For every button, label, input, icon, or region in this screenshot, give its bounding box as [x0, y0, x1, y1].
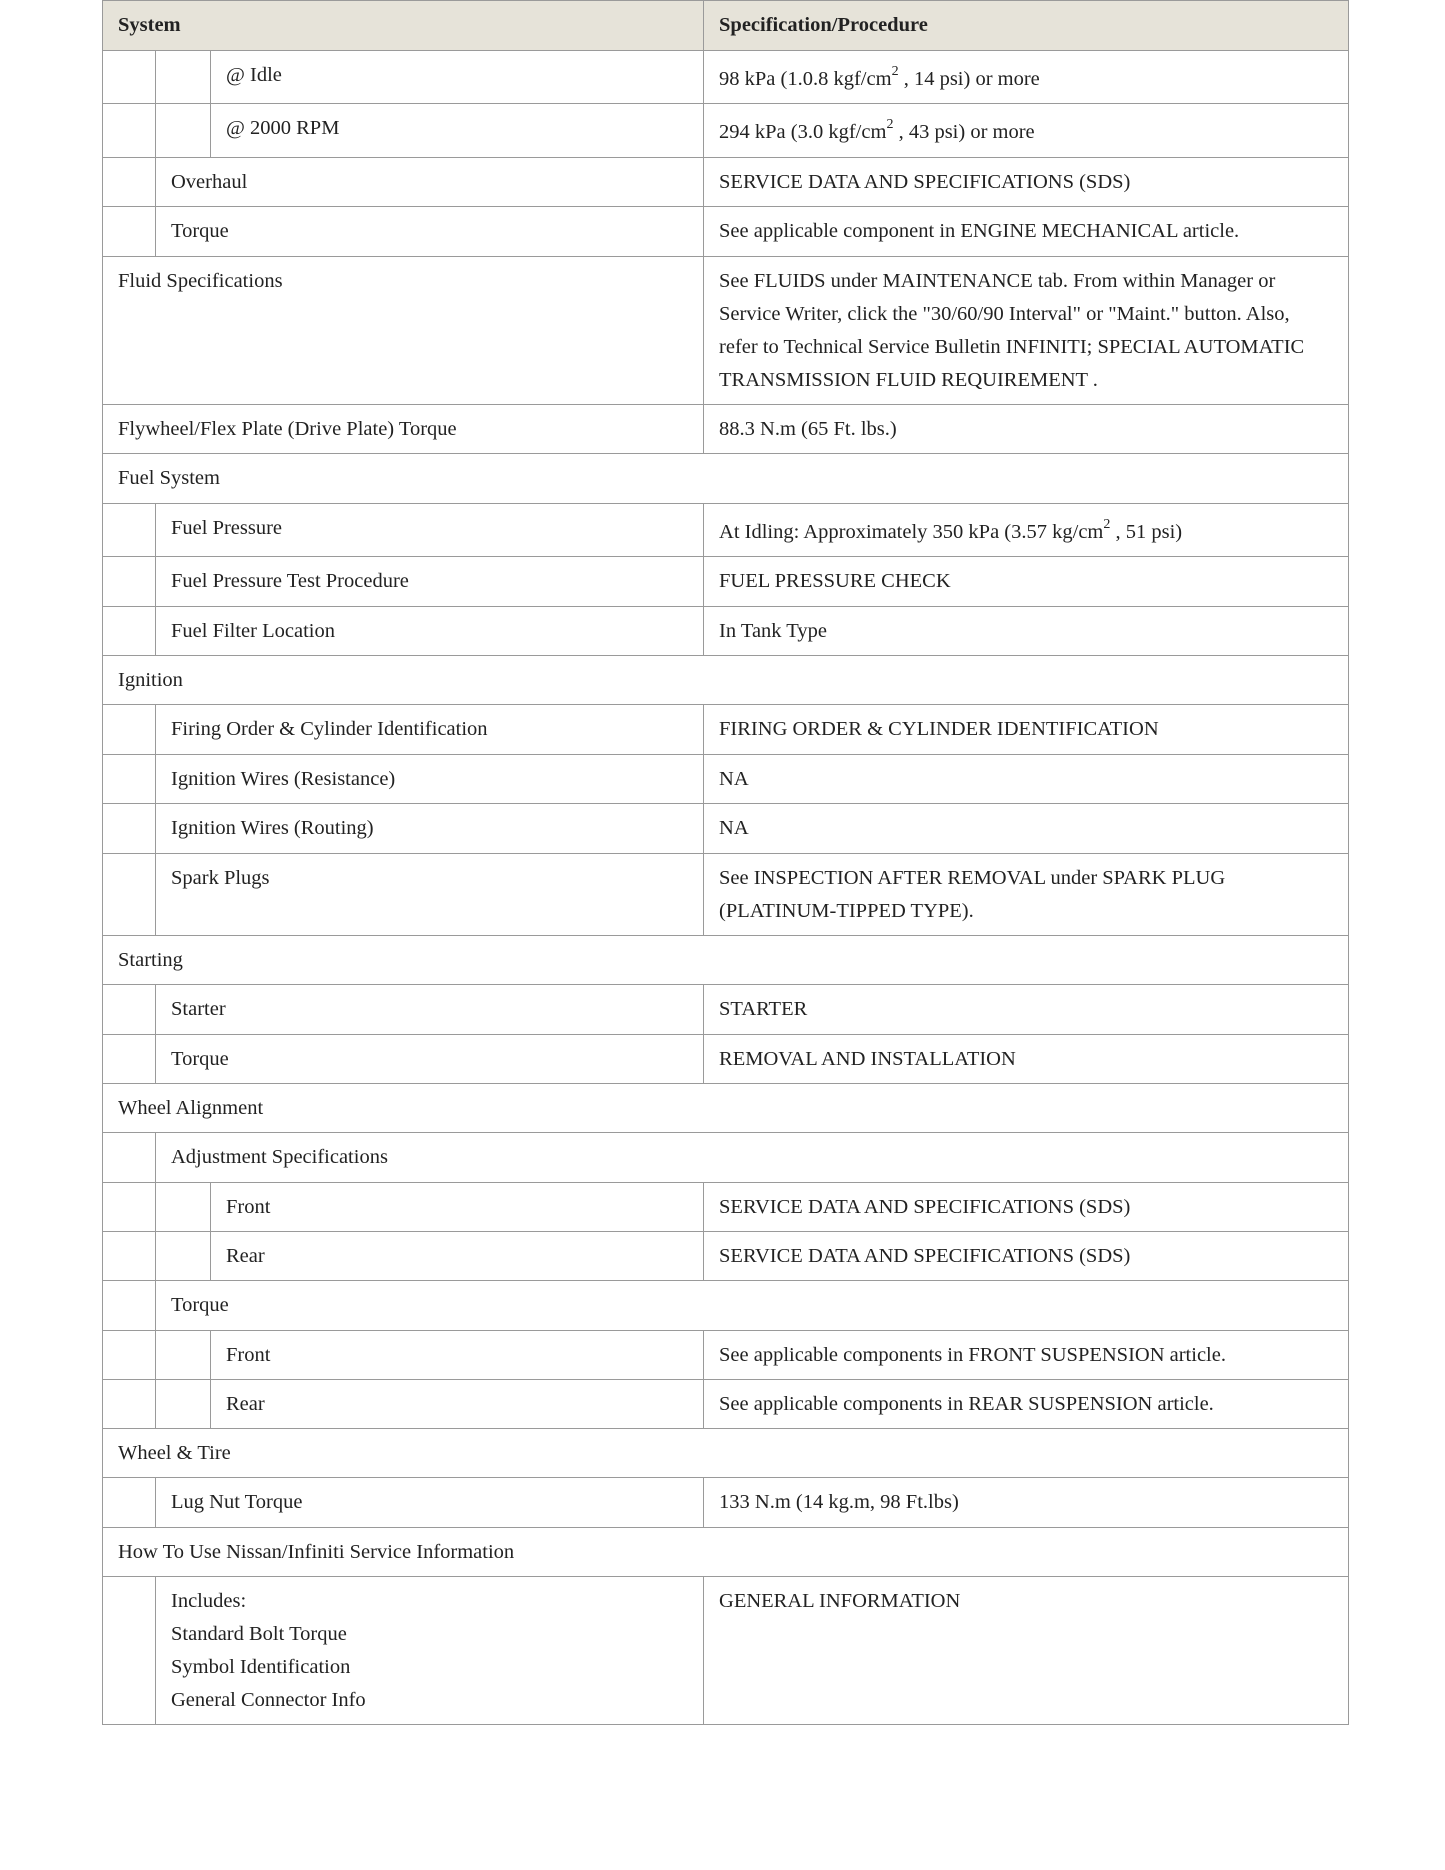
section-label: How To Use Nissan/Infiniti Service Information [103, 1528, 1349, 1577]
section-row [103, 454, 1349, 504]
label-line: General Connector Info [171, 1689, 366, 1711]
indent-cell [103, 504, 156, 557]
indent-cell [103, 985, 156, 1035]
section-label: Ignition [103, 656, 1349, 705]
indent-cell [156, 51, 211, 104]
spec-value [704, 1035, 1349, 1084]
value-text: SERVICE DATA AND SPECIFICATIONS (SDS) [719, 1196, 1131, 1218]
value-text-after: , 51 psi) [1110, 521, 1183, 543]
value-superscript: 2 [1103, 517, 1111, 533]
table-row [103, 1232, 1349, 1281]
system-label: Firing Order & Cylinder Identification [156, 705, 704, 755]
value-text: 98 kPa (1.0.8 kgf/cm [719, 68, 892, 90]
table-row [103, 207, 1349, 257]
value-text: NA [719, 768, 749, 790]
system-label: Torque [156, 207, 704, 257]
spec-value [704, 1380, 1349, 1429]
spec-value [704, 755, 1349, 804]
value-text: At Idling: Approximately 350 kPa (3.57 kg/cm [719, 521, 1104, 543]
indent-cell [156, 104, 211, 158]
table-row [103, 1577, 1349, 1725]
indent-cell [103, 1232, 156, 1281]
section-row [103, 1133, 1349, 1183]
table-row [103, 1183, 1349, 1232]
value-line: TRANSMISSION FLUID REQUIREMENT . [719, 369, 1098, 391]
value-line: See FLUIDS under MAINTENANCE tab. From within Manager or [719, 270, 1276, 292]
spec-value [704, 405, 1349, 454]
spec-value [704, 985, 1349, 1035]
table-row [103, 607, 1349, 656]
value-text: FUEL PRESSURE CHECK [719, 570, 951, 592]
system-label: Fuel Filter Location [156, 607, 704, 656]
spec-value [704, 158, 1349, 207]
system-label: Fluid Specifications [103, 257, 704, 405]
section-label: Adjustment Specifications [156, 1133, 1349, 1183]
system-label: Lug Nut Torque [156, 1478, 704, 1528]
section-row [103, 1281, 1349, 1331]
spec-value [704, 1183, 1349, 1232]
spec-value [704, 1478, 1349, 1528]
spec-value [704, 1232, 1349, 1281]
indent-cell [103, 1331, 156, 1380]
value-line: Service Writer, click the "30/60/90 Interval" or "Maint." button. Also, [719, 303, 1290, 325]
system-label: Torque [156, 1035, 704, 1084]
section-row [103, 1528, 1349, 1577]
label-line: Symbol Identification [171, 1656, 351, 1678]
indent-cell [103, 104, 156, 158]
system-label: Rear [211, 1232, 704, 1281]
value-text: FIRING ORDER & CYLINDER IDENTIFICATION [719, 718, 1159, 740]
value-text: 88.3 N.m (65 Ft. lbs.) [719, 418, 897, 440]
system-label: Front [211, 1331, 704, 1380]
header-spec: Specification/Procedure [704, 1, 1349, 51]
section-row [103, 936, 1349, 985]
label-line: Standard Bolt Torque [171, 1623, 347, 1645]
table-row [103, 51, 1349, 104]
value-text: In Tank Type [719, 620, 827, 642]
value-text: See applicable components in FRONT SUSPENSION article. [719, 1344, 1226, 1366]
section-label: Wheel & Tire [103, 1429, 1349, 1478]
system-label: Starter [156, 985, 704, 1035]
table-row [103, 1331, 1349, 1380]
section-label: Wheel Alignment [103, 1084, 1349, 1133]
indent-cell [156, 1232, 211, 1281]
indent-cell [103, 51, 156, 104]
spec-value [704, 104, 1349, 158]
indent-cell [103, 1133, 156, 1183]
system-label: Spark Plugs [156, 854, 704, 936]
value-text: See applicable component in ENGINE MECHANICAL article. [719, 220, 1240, 242]
indent-cell [103, 1035, 156, 1084]
value-text: SERVICE DATA AND SPECIFICATIONS (SDS) [719, 1245, 1131, 1267]
spec-table [102, 0, 1349, 1725]
indent-cell [103, 804, 156, 854]
table-row [103, 1380, 1349, 1429]
table-row [103, 257, 1349, 405]
spec-value [704, 854, 1349, 936]
value-text: REMOVAL AND INSTALLATION [719, 1048, 1016, 1070]
spec-value [704, 1577, 1349, 1725]
value-text: NA [719, 817, 749, 839]
indent-cell [103, 1281, 156, 1331]
spec-value [704, 804, 1349, 854]
indent-cell [103, 207, 156, 257]
section-label: Torque [156, 1281, 1349, 1331]
spec-value [704, 51, 1349, 104]
table-row [103, 854, 1349, 936]
section-label: Starting [103, 936, 1349, 985]
indent-cell [103, 1183, 156, 1232]
indent-cell [103, 705, 156, 755]
system-label: Rear [211, 1380, 704, 1429]
system-label: Fuel Pressure [156, 504, 704, 557]
value-text: 133 N.m (14 kg.m, 98 Ft.lbs) [719, 1491, 959, 1513]
value-text: See applicable components in REAR SUSPENSION article. [719, 1393, 1214, 1415]
system-label: @ Idle [211, 51, 704, 104]
indent-cell [103, 158, 156, 207]
header-row [103, 1, 1349, 51]
system-label: Ignition Wires (Routing) [156, 804, 704, 854]
indent-cell [103, 557, 156, 607]
value-text: STARTER [719, 998, 808, 1020]
table-row [103, 705, 1349, 755]
value-text-after: , 43 psi) or more [893, 121, 1035, 143]
table-row [103, 504, 1349, 557]
value-line: refer to Technical Service Bulletin INFINITI; SPECIAL AUTOMATIC [719, 336, 1305, 358]
table-row [103, 557, 1349, 607]
header-system: System [103, 1, 704, 51]
value-text: SERVICE DATA AND SPECIFICATIONS (SDS) [719, 171, 1131, 193]
table-row [103, 1478, 1349, 1528]
system-label: Ignition Wires (Resistance) [156, 755, 704, 804]
spec-value [704, 557, 1349, 607]
value-superscript: 2 [891, 64, 899, 80]
indent-cell [103, 1478, 156, 1528]
section-row [103, 1429, 1349, 1478]
system-label: Flywheel/Flex Plate (Drive Plate) Torque [103, 405, 704, 454]
table-row [103, 1035, 1349, 1084]
system-label: Fuel Pressure Test Procedure [156, 557, 704, 607]
table-row [103, 158, 1349, 207]
value-line: See INSPECTION AFTER REMOVAL under SPARK PLUG [719, 867, 1226, 889]
indent-cell [156, 1183, 211, 1232]
value-text: 294 kPa (3.0 kgf/cm [719, 121, 887, 143]
system-label [156, 1577, 704, 1725]
indent-cell [103, 854, 156, 936]
section-row [103, 1084, 1349, 1133]
value-text: GENERAL INFORMATION [719, 1590, 961, 1612]
table-row [103, 405, 1349, 454]
system-label: @ 2000 RPM [211, 104, 704, 158]
spec-value [704, 207, 1349, 257]
indent-cell [103, 1380, 156, 1429]
value-text-after: , 14 psi) or more [898, 68, 1040, 90]
value-line: (PLATINUM-TIPPED TYPE). [719, 900, 974, 922]
spec-value [704, 1331, 1349, 1380]
table-row [103, 755, 1349, 804]
table-row [103, 104, 1349, 158]
spec-value [704, 504, 1349, 557]
table-row [103, 804, 1349, 854]
value-superscript: 2 [886, 117, 894, 133]
table-row [103, 985, 1349, 1035]
section-label: Fuel System [103, 454, 1349, 504]
spec-value [704, 257, 1349, 405]
indent-cell [103, 755, 156, 804]
system-label: Overhaul [156, 158, 704, 207]
label-line: Includes: [171, 1590, 247, 1612]
system-label: Front [211, 1183, 704, 1232]
section-row [103, 656, 1349, 705]
spec-value [704, 607, 1349, 656]
indent-cell [156, 1380, 211, 1429]
indent-cell [156, 1331, 211, 1380]
spec-value [704, 705, 1349, 755]
spec-body [103, 51, 1349, 1725]
indent-cell [103, 607, 156, 656]
indent-cell [103, 1577, 156, 1725]
